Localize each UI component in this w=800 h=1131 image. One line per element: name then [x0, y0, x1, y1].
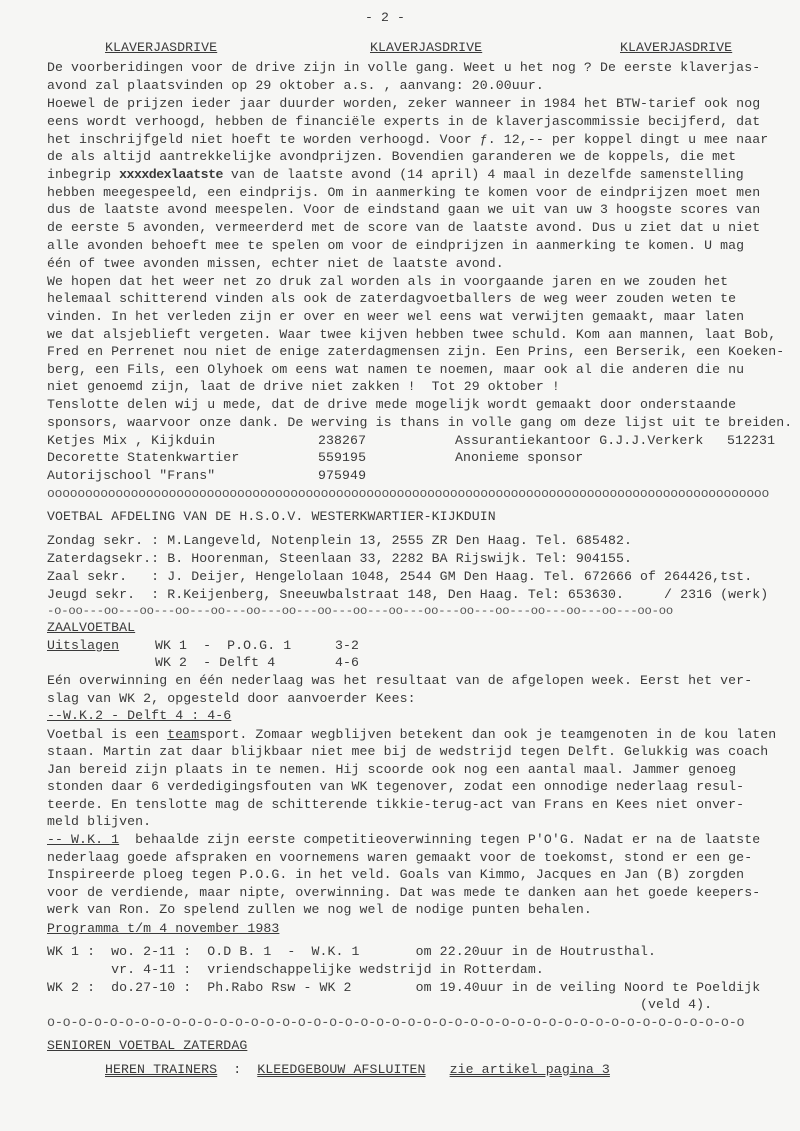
sponsor-name: Autorijschool "Frans" — [47, 468, 216, 483]
separator-line: ooooooooooooooooooooooooooooooooooooooooooooooooooooooooooooooooooooooooooooooooooooooooooooooo — [47, 486, 770, 501]
text-line: niet genoemd zijn, laat de drive niet zakken ! Tot 29 oktober ! — [47, 379, 560, 394]
result-score: 4-6 — [335, 655, 360, 670]
text-line: slag van WK 2, opgesteld door aanvoerder Kees: — [47, 691, 416, 706]
text-line: we dat alsjeblieft vergeten. Waar twee kijven hebben twee schuld. Kom aan mannen, laat Bob, — [47, 327, 777, 342]
wk2-report-heading: --W.K.2 - Delft 4 : 4-6 — [47, 708, 232, 723]
text-line: stonden daar 6 verdedigingsfouten van WK tegenover, zodat een onnodige nederlaag resul- — [47, 779, 745, 794]
notice-trainers: HEREN TRAINERS — [105, 1062, 218, 1077]
text-line: één of twee avonden missen, echter niet de laatste avond. — [47, 256, 504, 271]
text-line: De voorberidingen voor de drive zijn in volle gang. Weet u het nog ? De eerste klaverjas- — [47, 60, 761, 75]
text: inbegrip — [47, 167, 120, 182]
sponsor-number: 559195 — [318, 450, 367, 465]
sponsor-number: 238267 — [318, 433, 367, 448]
result-match: WK 1 - P.O.G. 1 — [155, 638, 292, 653]
notice-separator: : — [217, 1062, 258, 1077]
text-line: voor de verdiende, maar nipte, overwinning. Dat was mede te danken aan het goede keepers- — [47, 885, 761, 900]
sponsor-name: Anonieme sponsor — [455, 450, 584, 465]
heading-klaverjasdrive-center: KLAVERJASDRIVE — [370, 40, 483, 55]
notice-line — [105, 1061, 610, 1078]
heading-klaverjasdrive-left: KLAVERJASDRIVE — [105, 40, 218, 55]
text-line: Inspireerde ploeg tegen P.O.G. in het veld. Goals van Kimmo, Jacques en Jan (B) zorgden — [47, 867, 745, 882]
notice-spacer — [426, 1062, 450, 1077]
text: Voetbal is een — [47, 727, 168, 742]
programme-line: WK 1 : wo. 2-11 : O.D B. 1 - W.K. 1 om 22.20uur in de Houtrusthal. — [47, 944, 657, 959]
text-line: meld blijven. — [47, 814, 152, 829]
text-line: de eerste 5 avonden, vermeerderd met de score van de laatste avond. Dus u ziet dat u niet — [47, 220, 761, 235]
sponsor-name: Decorette Statenkwartier — [47, 450, 240, 465]
text-line: helemaal schitterend vinden als ook de zaterdagvoetballers de weg weer zouden weten te — [47, 291, 737, 306]
sponsor-number: 512231 — [727, 433, 776, 448]
wk1-report-heading: -- W.K. 1 — [47, 832, 120, 847]
text-line: Eén overwinning en één nederlaag was het resultaat van de afgelopen week. Eerst het ver- — [47, 673, 753, 688]
sponsor-name: Ketjes Mix , Kijkduin — [47, 433, 216, 448]
contact-line: Jeugd sekr. : R.Keijenberg, Sneeuwbalstraat 148, Den Haag. Tel: 653630. / 2316 (werk) — [47, 587, 769, 602]
text-line: Hoewel de prijzen ieder jaar duurder worden, zeker wanneer in 1984 het BTW-tarief ook nog — [47, 96, 761, 111]
separator-line: -o-oo---oo---oo---oo---oo---oo---oo---oo---oo---oo---oo---oo---oo---oo---oo---oo---oo-oo — [47, 604, 674, 618]
sponsor-number: 975949 — [318, 468, 367, 483]
page-number: - 2 - — [365, 10, 406, 25]
text-line: berg, een Fils, een Olyhoek om eens wat namen te noemen, maar ook al die anderen die nu — [47, 362, 745, 377]
contact-line: Zondag sekr. : M.Langeveld, Notenplein 13, 2555 ZR Den Haag. Tel. 685482. — [47, 533, 633, 548]
programme-line: (veld 4). — [47, 997, 713, 1012]
text-line: Tenslotte delen wij u mede, dat de drive mede mogelijk wordt gemaakt door onderstaande — [47, 397, 737, 412]
text-line — [47, 726, 776, 743]
text-line: eens wordt verhoogd, hebben de financiële experts in de klaverjascommissie becijferd, dat — [47, 114, 761, 129]
section-heading-zaalvoetbal: ZAALVOETBAL — [47, 620, 136, 635]
club-title: VOETBAL AFDELING VAN DE H.S.O.V. WESTERKWARTIER-KIJKDUIN — [47, 509, 496, 524]
text-line — [47, 831, 760, 848]
contact-line: Zaal sekr. : J. Deijer, Hengelolaan 1048, 2544 GM Den Haag. Tel. 672666 of 264426,tst. — [47, 569, 753, 584]
text-line: Fred en Perrenet nou niet de enige zaterdagmensen zijn. Een Prins, een Berserik, een Koeken- — [47, 344, 785, 359]
text-line: Jan bereid zijn plaats in te nemen. Hij scoorde ook nog een aantal maal. Jammer genoeg — [47, 762, 737, 777]
contact-line: Zaterdagsekr.: B. Hoorenman, Steenlaan 33, 2282 BA Rijswijk. Tel: 904155. — [47, 551, 633, 566]
text-line — [47, 166, 744, 183]
text-line: sponsors, waarvoor onze dank. De werving is thans in volle gang om deze lijst uit te breiden. — [47, 415, 793, 430]
results-label: Uitslagen — [47, 638, 120, 653]
result-score: 3-2 — [335, 638, 360, 653]
programme-heading: Programma t/m 4 november 1983 — [47, 921, 280, 936]
text-line: dus de laatste avond meespelen. Voor de eindstand gaan we uit van uw 3 hoogste scores van — [47, 202, 761, 217]
heading-klaverjasdrive-right: KLAVERJASDRIVE — [620, 40, 733, 55]
text-line: vinden. In het verleden zijn er over en weer wel eens wat verwijten gemaakt, maar laten — [47, 309, 745, 324]
underlined-text: team — [167, 727, 200, 742]
text-line: nederlaag goede afspraken en voornemens waren gemaakt voor de toekomst, stond er een ge- — [47, 850, 753, 865]
text-line: staan. Martin zat daar blijkbaar niet mee bij de wedstrijd tegen Delft. Gelukkig was coach — [47, 744, 769, 759]
text-line: avond zal plaatsvinden op 29 oktober a.s. , aanvang: 20.00uur. — [47, 78, 544, 93]
result-match: WK 2 - Delft 4 — [155, 655, 276, 670]
text: behaalde zijn eerste competitieoverwinning tegen P'O'G. Nadat er na de laatste — [119, 832, 761, 847]
struck-text: xxxxdexlaatste — [119, 167, 223, 182]
notice-see-article: zie artikel pagina 3 — [449, 1062, 610, 1077]
text-line: werk van Ron. Zo spelend zullen we nog wel de nodige punten behalen. — [47, 902, 592, 917]
sponsor-name: Assurantiekantoor G.J.J.Verkerk — [455, 433, 704, 448]
text-line: alle avonden behoeft mee te spelen om voor de eindprijzen in aanmerking te komen. U mag — [47, 238, 745, 253]
programme-line: WK 2 : do.27-10 : Ph.Rabo Rsw - WK 2 om 19.40uur in de veiling Noord te Poeldijk — [47, 980, 761, 995]
separator-line: o-o-o-o-o-o-o-o-o-o-o-o-o-o-o-o-o-o-o-o-o-o-o-o-o-o-o-o-o-o-o-o-o-o-o-o-o-o-o-o-o-o-o-o-o — [47, 1016, 745, 1031]
text: sport. Zomaar wegblijven betekent dan ook je teamgenoten in de kou laten — [199, 727, 777, 742]
programme-line: vr. 4-11 : vriendschappelijke wedstrijd in Rotterdam. — [47, 962, 544, 977]
notice-kleedgebouw: KLEEDGEBOUW AFSLUITEN — [257, 1062, 426, 1077]
text: van de laatste avond (14 april) 4 maal in dezelfde samenstelling — [222, 167, 744, 182]
section-heading-senioren: SENIOREN VOETBAL ZATERDAG — [47, 1038, 248, 1053]
text-line: het inschrijfgeld niet hoeft te worden verhoogd. Voor ƒ. 12,-- per koppel dingt u mee naar — [47, 132, 769, 147]
text-line: We hopen dat het weer net zo druk zal worden als in voorgaande jaren en we zouden het — [47, 274, 729, 289]
text-line: de als altijd aantrekkelijke avondprijzen. Bovendien garanderen we de koppels, die met — [47, 149, 737, 164]
text-line: hebben meegespeeld, een eindprijs. Om in aanmerking te komen voor de eindprijzen moet men — [47, 185, 761, 200]
text-line: teerde. En tenslotte mag de schitterende tikkie-terug-act van Frans en Kees niet onver- — [47, 797, 745, 812]
